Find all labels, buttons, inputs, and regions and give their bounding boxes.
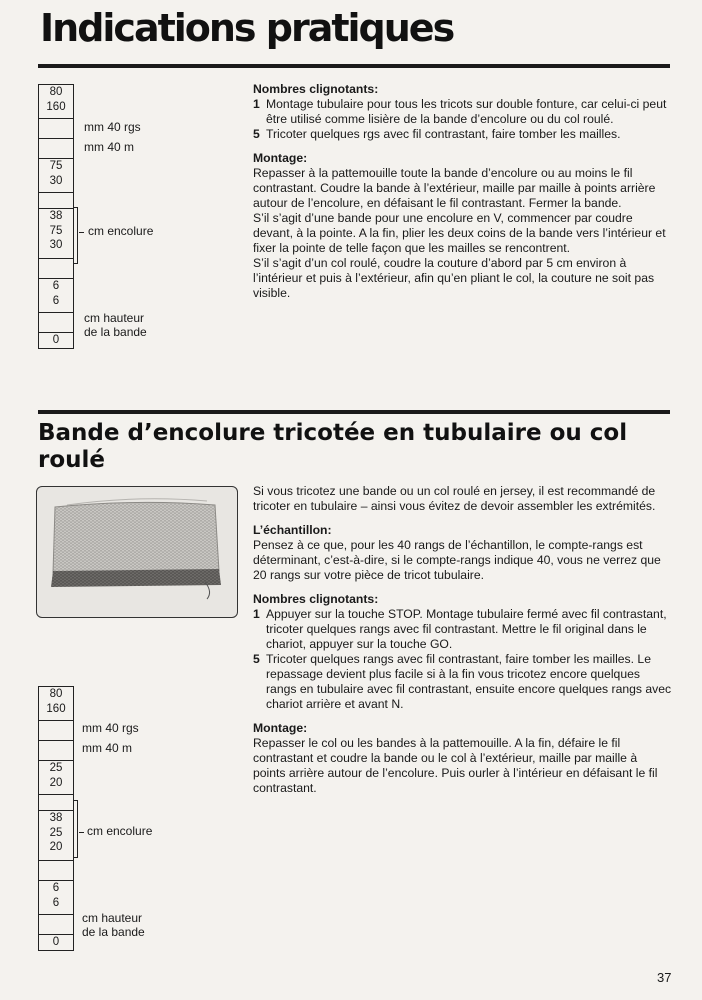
label-band-height-2: de la bande: [82, 925, 145, 939]
diagram-cell: [39, 119, 73, 139]
paragraph: Repasser à la pattemouille toute la bande d’encolure ou au moins le fil contrastant. Coudre la bande à l’extérieur, maille par maille à points arrière autour de l’encolure, en défaisant le fil contrastant. Fermer la bande.: [253, 166, 656, 210]
item-number: 1: [253, 97, 260, 111]
diagram-cell: 6 6: [39, 279, 73, 313]
label-band-height-1: cm hauteur: [82, 911, 143, 925]
paragraph: S’il s’agit d’une bande pour une encolure en V, commencer par coudre devant, à la pointe. A la fin, plier les deux coins de la bande vers l’intérieur et fixer la pointe de telle façon que les mailles se rencontrent.: [253, 211, 666, 255]
diagram-cell: 38 25 20: [39, 811, 73, 861]
list-item: [253, 127, 673, 142]
diagram-cell: [39, 139, 73, 159]
diagram-cell: [39, 259, 73, 279]
paragraph: Repasser le col ou les bandes à la pattemouille. A la fin, défaire le fil contrastant et coudre la bande ou le col à l’extérieur, maille par maille à points arrière autour de l’encolure. Puis ourler à l’intérieur en défaisant le fil contrastant.: [253, 736, 658, 795]
section-heading: Nombres clignotants:: [253, 592, 379, 606]
diagram-cell: 80 160: [39, 85, 73, 119]
section2-text-column: [253, 484, 673, 796]
diagram-cell: [39, 861, 73, 881]
intro-paragraph: Si vous tricotez une bande ou un col roulé en jersey, il est recommandé de tricoter en tubulaire – ainsi vous évitez de devoir assembler les extrémités.: [253, 484, 656, 513]
label-neckline: cm encolure: [88, 224, 154, 238]
diagram-cell: 80 160: [39, 687, 73, 721]
section-heading: Nombres clignotants:: [253, 82, 379, 96]
list-item: [253, 652, 673, 712]
section-heading: L’échantillon:: [253, 523, 332, 537]
diagram-cell: [39, 193, 73, 209]
section-rule: [38, 410, 670, 414]
diagram-cell: [39, 313, 73, 333]
bracket-tick: [79, 832, 84, 833]
item-text: Tricoter quelques rangs avec fil contrastant, faire tomber les mailles. Le repassage devient plus facile si à la fin vous tricotez encore quelques rangs en tubulaire avec fil contrastant, ensuite encore quelques rangs avec chariot arrière et avant N.: [266, 652, 672, 711]
diagram-cell: 25 20: [39, 761, 73, 795]
item-text: Montage tubulaire pour tous les tricots sur double fonture, car celui-ci peut être utilisé comme lisière de la bande d’encolure ou du col roulé.: [266, 97, 667, 126]
label-neckline: cm encolure: [87, 824, 153, 838]
paragraph: S’il s’agit d’un col roulé, coudre la couture d’abord par 5 cm environ à l’intérieur et puis à l’extérieur, afin qu’en pliant le col, la couture ne soit pas visible.: [253, 256, 655, 300]
section-heading: Montage:: [253, 721, 308, 735]
neckline-bracket: [73, 207, 78, 264]
label-rows: mm 40 rgs: [84, 120, 141, 134]
label-rows: mm 40 rgs: [82, 721, 139, 735]
diagram-cell: [39, 915, 73, 935]
knitting-diagram-bottom: [38, 686, 74, 951]
page-title: Indications pratiques: [40, 6, 454, 50]
knitting-diagram-top: [38, 84, 74, 349]
diagram-cell: 0: [39, 333, 73, 349]
knitted-band-photo: [36, 486, 238, 618]
item-text: Tricoter quelques rgs avec fil contrastant, faire tomber les mailles.: [266, 127, 621, 141]
page-number: 37: [657, 970, 672, 985]
item-number: 5: [253, 127, 260, 141]
label-band-height-1: cm hauteur: [84, 311, 145, 325]
label-width: mm 40 m: [82, 741, 133, 755]
diagram-cell: 75 30: [39, 159, 73, 193]
bracket-tick: [79, 232, 84, 233]
item-text: Appuyer sur la touche STOP. Montage tubulaire fermé avec fil contrastant, tricoter quelques rangs avec fil contrastant. Mettre le fil original dans le chariot, appuyer sur la touche GO.: [266, 607, 667, 651]
item-number: 1: [253, 607, 260, 621]
title-rule: [38, 64, 670, 68]
diagram-cell: 6 6: [39, 881, 73, 915]
item-number: 5: [253, 652, 260, 666]
list-item: [253, 97, 673, 127]
knitted-band-illustration: [37, 487, 237, 617]
neckline-bracket: [73, 800, 78, 858]
diagram-cell: 0: [39, 935, 73, 951]
list-item: [253, 607, 673, 652]
diagram-cell: [39, 721, 73, 741]
label-band-height-2: de la bande: [84, 325, 147, 339]
diagram-cell: 38 75 30: [39, 209, 73, 259]
top-text-column: [253, 82, 673, 301]
section-title: Bande d’encolure tricotée en tubulaire ou col roulé: [38, 420, 628, 473]
label-width: mm 40 m: [84, 140, 135, 154]
section-heading: Montage:: [253, 151, 308, 165]
diagram-cell: [39, 741, 73, 761]
diagram-cell: [39, 795, 73, 811]
paragraph: Pensez à ce que, pour les 40 rangs de l’échantillon, le compte-rangs est déterminant, c’est-à-dire, si le compte-rangs indique 40, vous ne verrez que 20 rangs sur votre pièce de tricot tubulaire.: [253, 538, 661, 582]
